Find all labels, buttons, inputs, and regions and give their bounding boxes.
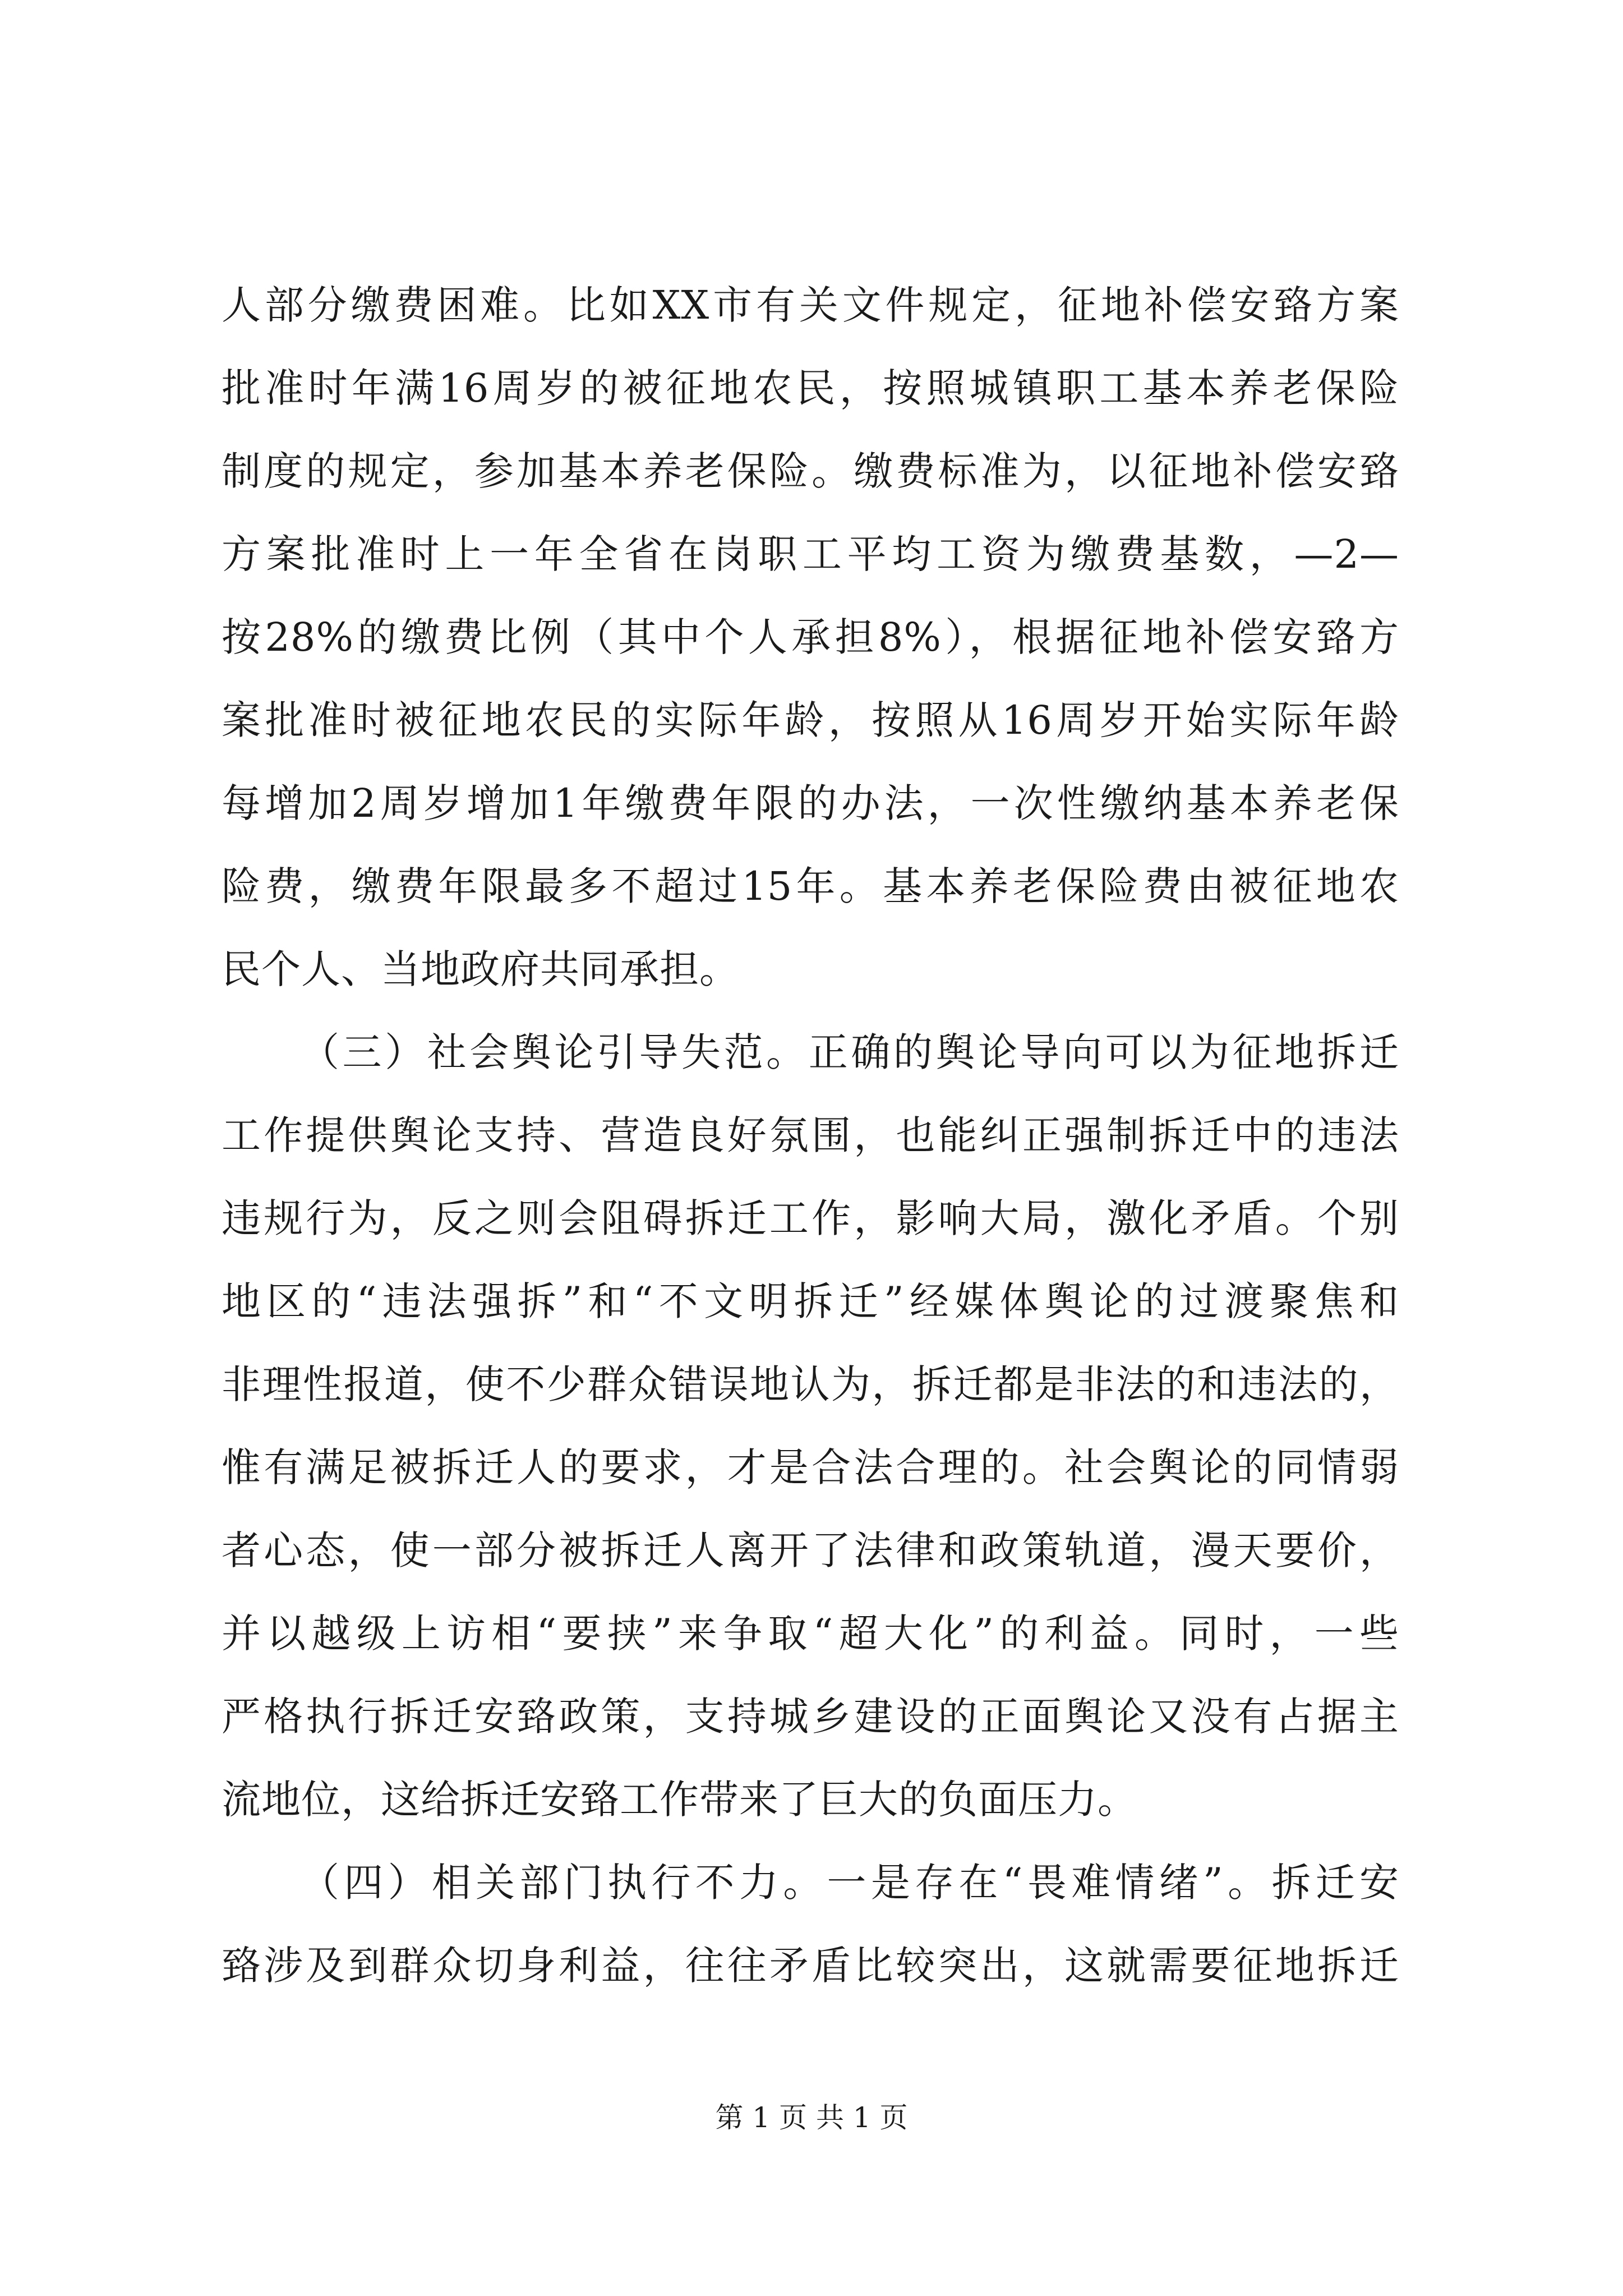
paragraph-start-line: （四）相关部门执行不力。一是存在“畏难情绪”。拆迁安 — [300, 1860, 1399, 1906]
text-line: 流地位，这给拆迁安臵工作带来了巨大的负面压力。 — [222, 1777, 1137, 1823]
text-line: 案批准时被征地农民的实际年龄，按照从16周岁开始实际年龄 — [222, 697, 1399, 743]
text-line: 地区的“违法强拆”和“不文明拆迁”经媒体舆论的过渡聚焦和 — [222, 1278, 1399, 1324]
text-line: 者心态，使一部分被拆迁人离开了法律和政策轨道，漫天要价， — [222, 1527, 1399, 1573]
text-line: 严格执行拆迁安臵政策，支持城乡建设的正面舆论又没有占据主 — [222, 1694, 1399, 1740]
paragraph-start-line: （三）社会舆论引导失范。正确的舆论导向可以为征地拆迁 — [300, 1029, 1399, 1075]
text-line: 制度的规定，参加基本养老保险。缴费标准为，以征地补偿安臵 — [222, 448, 1399, 494]
text-line: 人部分缴费困难。比如XX市有关文件规定，征地补偿安臵方案 — [222, 282, 1399, 328]
text-line: 按28%的缴费比例（其中个人承担8%），根据征地补偿安臵方 — [222, 614, 1399, 660]
text-line: 方案批准时上一年全省在岗职工平均工资为缴费基数，—2— — [222, 531, 1399, 577]
text-line: 工作提供舆论支持、营造良好氛围，也能纠正强制拆迁中的违法 — [222, 1112, 1399, 1158]
document-body — [222, 264, 1399, 2007]
text-line: 批准时年满16周岁的被征地农民，按照城镇职工基本养老保险 — [222, 365, 1399, 411]
page-footer: 第 1 页 共 1 页 — [715, 2101, 908, 2134]
text-line: 违规行为，反之则会阻碍拆迁工作，影响大局，激化矛盾。个别 — [222, 1195, 1399, 1241]
text-line: 并以越级上访相“要挟”来争取“超大化”的利益。同时，一些 — [222, 1611, 1399, 1657]
text-line: 非理性报道，使不少群众错误地认为，拆迁都是非法的和违法的， — [222, 1361, 1399, 1407]
text-line: 民个人、当地政府共同承担。 — [222, 946, 739, 992]
text-line: 每增加2周岁增加1年缴费年限的办法，一次性缴纳基本养老保 — [222, 780, 1399, 826]
text-line: 臵涉及到群众切身利益，往往矛盾比较突出，这就需要征地拆迁 — [222, 1943, 1399, 1989]
text-line: 险费，缴费年限最多不超过15年。基本养老保险费由被征地农 — [222, 863, 1399, 909]
text-line: 惟有满足被拆迁人的要求，才是合法合理的。社会舆论的同情弱 — [222, 1444, 1399, 1490]
